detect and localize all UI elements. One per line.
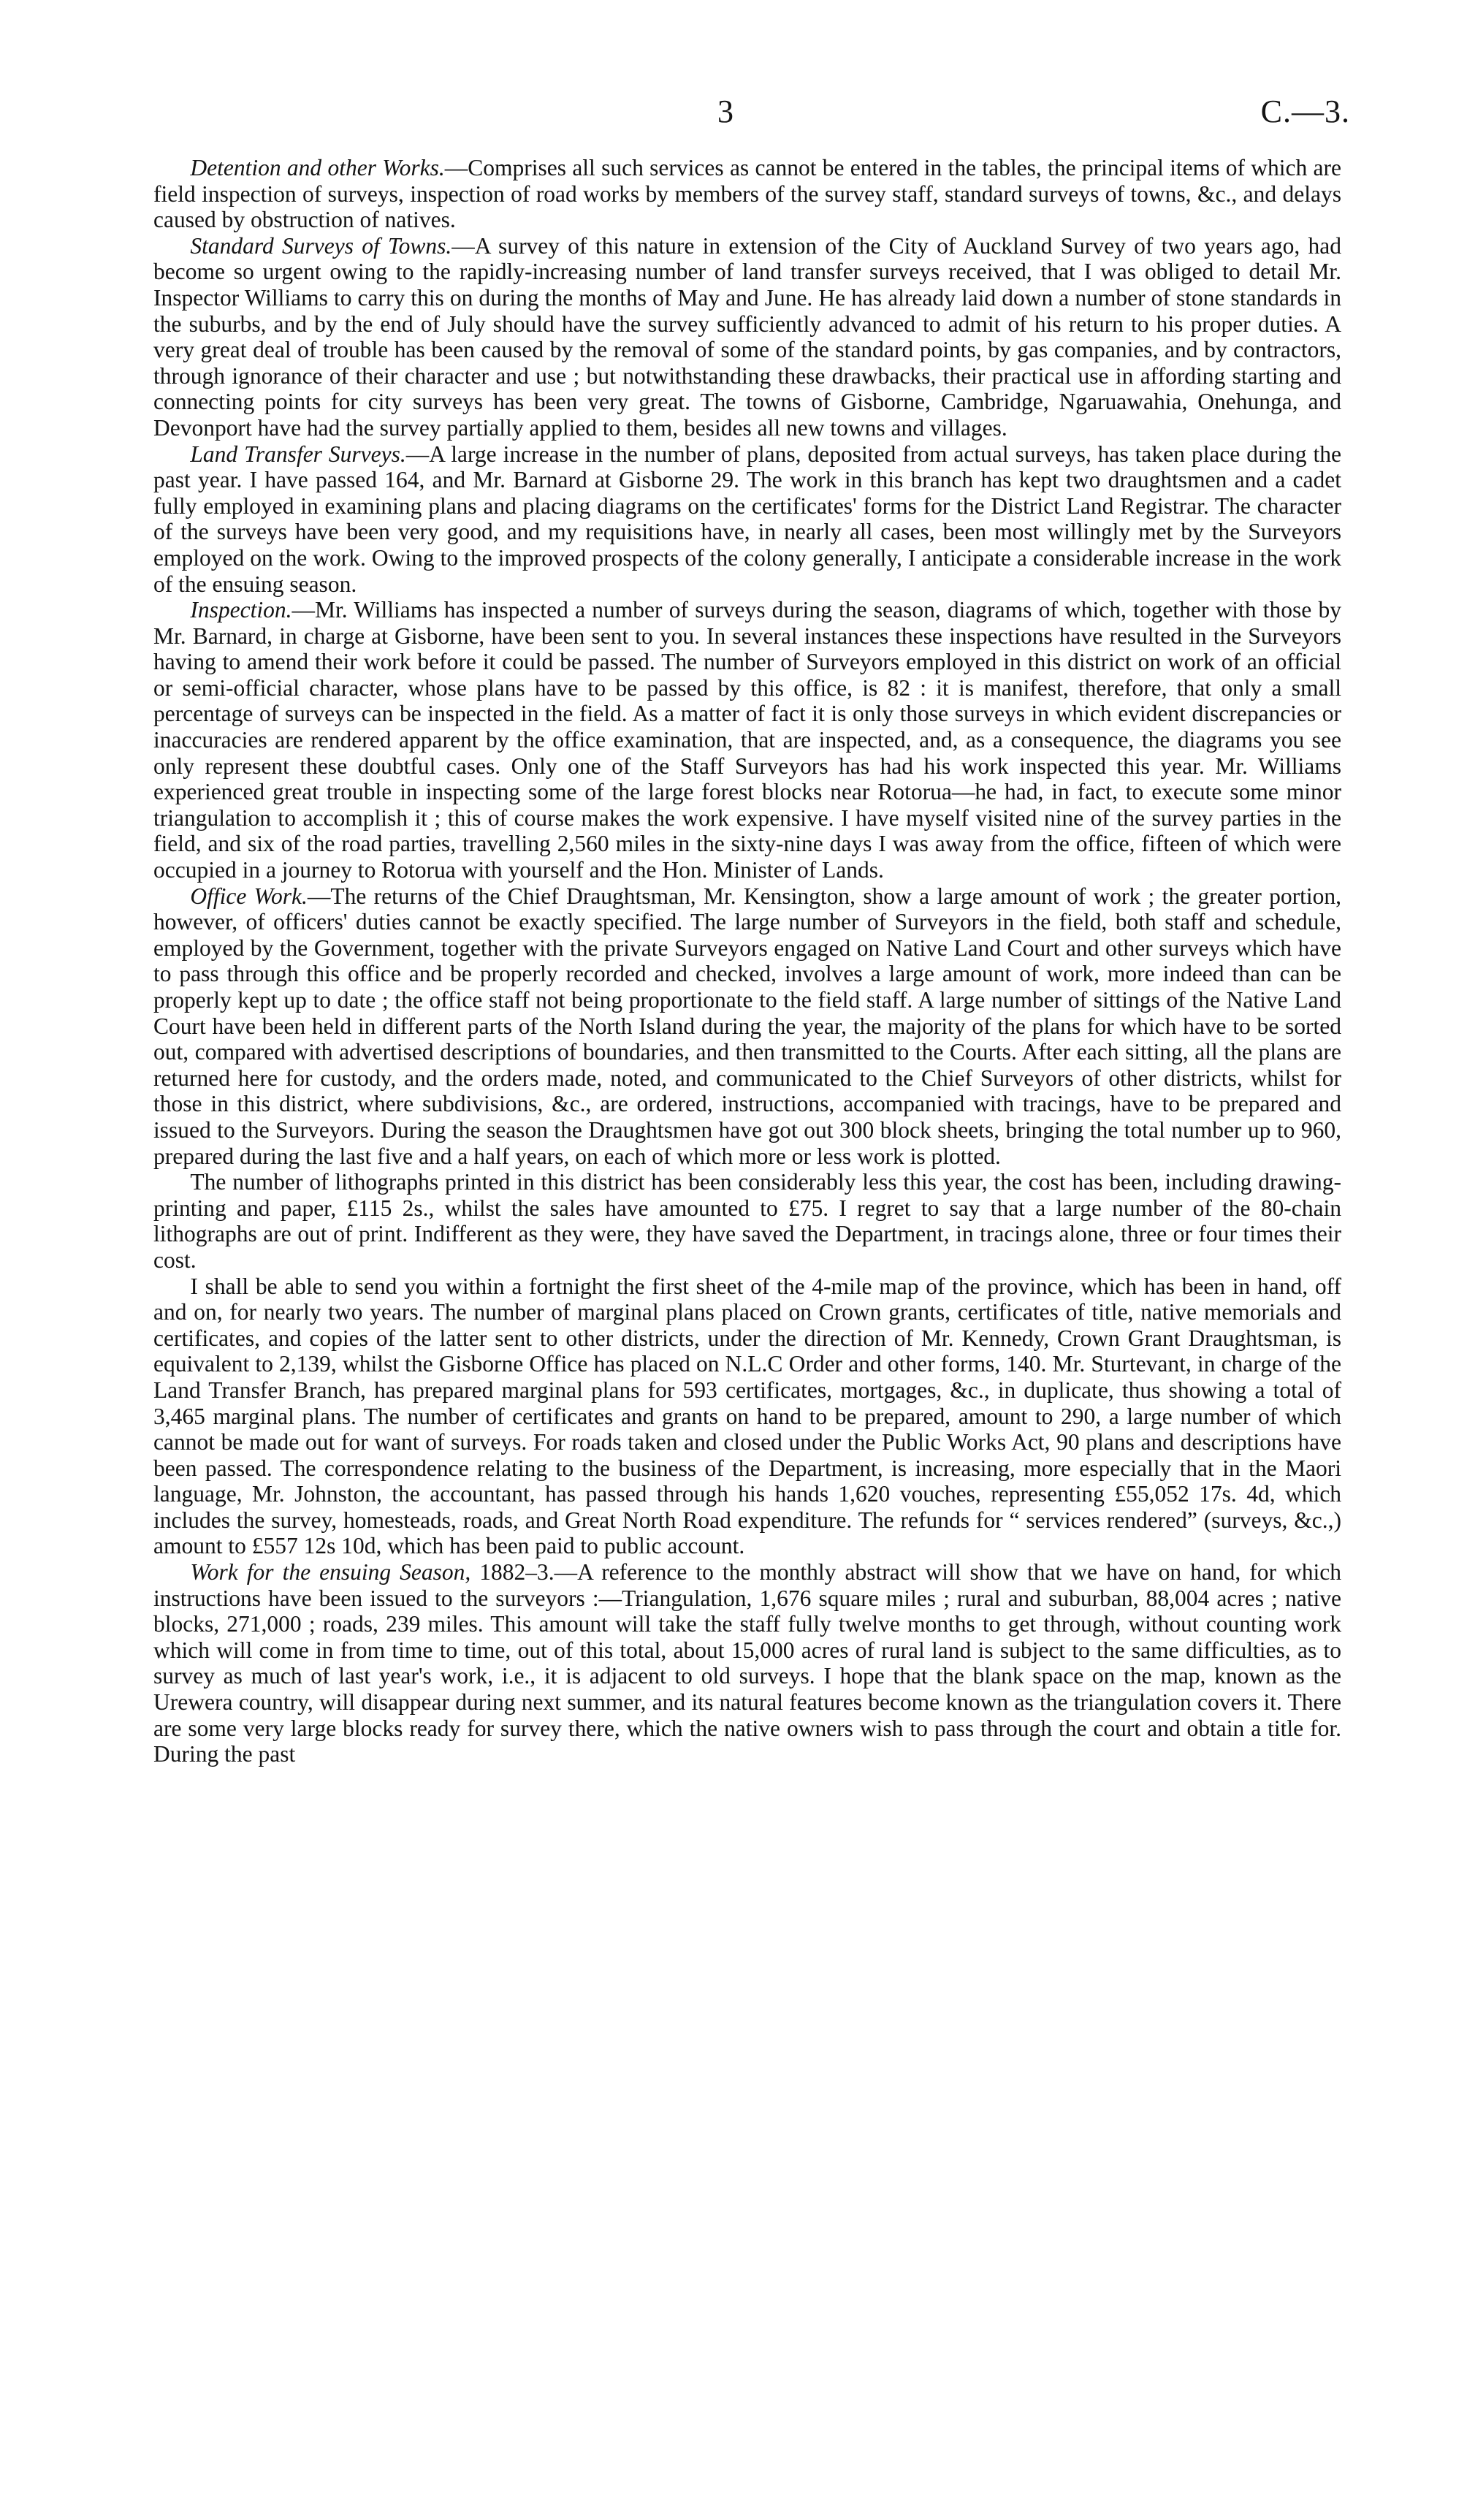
page-number: 3 [717,94,734,129]
paragraph-text: I shall be able to send you within a fortnight the first sheet of the 4-mile map of the province, which has been in hand, off and on, for nearly two years. The number of marginal plans placed on Crown grants, certificates of title, native memorials and certificates, and copies of the latter sent to other districts, under the direction of Mr. Kennedy, Crown Grant Draughtsman, is equivalent to 2,139, whilst the Gisborne Office has placed on N.L.C Order and other forms, 140. Mr. Sturtevant, in charge of the Land Transfer Branch, has prepared marginal plans for 593 certificates, mortgages, &c., in duplicate, thus showing a total of 3,465 marginal plans. The number of certificates and grants on hand to be prepared, amount to 290, a large number of which cannot be made out for want of surveys. For roads taken and closed under the Public Works Act, 90 plans and descriptions have been passed. The correspondence relating to the business of the Department, is increasing, more especially that in the Maori language, Mr. Johnston, the accountant, has passed through his hands 1,620 vouches, representing £55,052 17s. 4d, which includes the survey, homesteads, roads, and Great North Road expenditure. The refunds for “ services rendered” (surveys, &c.,) amount to £557 12s 10d, which has been paid to public account. [153,1273,1341,1559]
paragraph-heading: Work for the ensuing Season, [190,1559,471,1586]
paragraph-text: The number of lithographs printed in this district has been considerably less this year, the cost has been, including drawing-printing and paper, £115 2s., whilst the sales have amounted to £75. I regret to say that a large number of the 80-chain lithographs are out of print. Indifferent as they were, they have saved the Department, in tracings alone, three or four times their cost. [153,1169,1341,1273]
paragraph-text: —The returns of the Chief Draughtsman, Mr. Kensington, show a large amount of work ; the greater portion, however, of officers' duties cannot be exactly specified. The large number of Surveyors in the field, both staff and schedule, employed by the Government, together with the private Surveyors engaged on Native Land Court and other surveys which have to pass through this office and be properly recorded and checked, involves a large amount of work, more indeed than can be properly kept up to date ; the office staff not being proportionate to the field staff. A large number of sittings of the Native Land Court have been held in different parts of the North Island during the year, the majority of the plans for which have to be sorted out, compared with advertised descriptions of boundaries, and then transmitted to the Courts. After each sitting, all the plans are returned here for custody, and the orders made, noted, and communicated to the Chief Surveyors of other districts, whilst for those in this district, where subdivisions, &c., are ordered, instructions, accompanied with tracings, have to be prepared and issued to the Surveyors. During the season the Draughtsmen have got out 300 block sheets, bringing the total number up to 960, prepared during the last five and a half years, on each of which more or less work is plotted. [153,883,1341,1169]
paragraph-text: —A survey of this nature in extension of the City of Auckland Survey of two years ago, had become so urgent owing to the rapidly-increasing number of land transfer surveys received, that I was obliged to detail Mr. Inspector Williams to carry this on during the months of May and June. He has already laid down a number of stone standards in the suburbs, and by the end of July should have the survey sufficiently advanced to admit of his return to his proper duties. A very great deal of trouble has been caused by the removal of some of the standard points, by gas companies, and by contractors, through ignorance of their character and use ; but notwithstanding these drawbacks, their practical use in affording starting and connecting points for city surveys has been very great. The towns of Gisborne, Cambridge, Ngaruawahia, Onehunga, and Devonport have had the survey partially applied to them, besides all new towns and villages. [153,232,1341,441]
document-code: C.—3. [1260,94,1350,129]
paragraph-marginal-plans [153,1274,1341,1560]
paragraph-text: —A large increase in the number of plans, deposited from actual surveys, has taken place during the past year. I have passed 164, and Mr. Barnard at Gisborne 29. The work in this branch has kept two draughtsmen and a cadet fully employed in examining plans and placing diagrams on the certificates' forms for the District Land Registrar. The character of the surveys have been very good, and my requisitions have, in nearly all cases, been most willingly met by the Surveyors employed on the work. Owing to the improved prospects of the colony generally, I anticipate a considerable increase in the work of the ensuing season. [153,441,1341,597]
paragraph-text: —Mr. Williams has inspected a number of surveys during the season, diagrams of which, together with those by Mr. Barnard, in charge at Gisborne, have been sent to you. In several instances these inspections have resulted in the Surveyors having to amend their work before it could be passed. The number of Surveyors employed in this district on work of an official or semi-official character, whose plans have to be passed by this office, is 82 : it is manifest, therefore, that only a small percentage of surveys can be inspected in the field. As a matter of fact it is only those surveys in which evident discrepancies or inaccuracies are rendered apparent by the office examination, that are inspected, and, as a consequence, the diagrams you see only represent these doubtful cases. Only one of the Staff Surveyors has had his work inspected this year. Mr. Williams experienced great trouble in inspecting some of the large forest blocks near Rotorua—he had, in fact, to execute some minor triangulation to accomplish it ; this of course makes the work expensive. I have myself visited nine of the survey parties in the field, and six of the road parties, travelling 2,560 miles in the sixty-nine days I was away from the office, fifteen of which were occupied in a journey to Rotorua with yourself and the Hon. Minister of Lands. [153,597,1341,883]
paragraph-heading: Office Work. [190,883,308,909]
paragraph-lithographs [153,1169,1341,1273]
paragraph-detention-works [153,155,1341,233]
paragraph-ensuing-season [153,1559,1341,1767]
paragraph-office-work [153,883,1341,1170]
report-body [153,155,1341,1767]
paragraph-heading: Detention and other Works. [190,155,445,180]
paragraph-heading: Inspection. [190,597,292,623]
page-header [0,86,1467,137]
paragraph-land-transfer [153,441,1341,598]
paragraph-heading: Standard Surveys of Towns. [190,232,452,259]
paragraph-heading: Land Transfer Surveys. [190,441,406,467]
paragraph-text: 1882–3.—A reference to the monthly abstract will show that we have on hand, for which instructions have been issued to the surveyors :—Triangulation, 1,676 square miles ; rural and suburban, 88,004 acres ; native blocks, 271,000 ; roads, 239 miles. This amount will take the staff fully twelve months to get through, without counting work which will come in from time to time, out of this total, about 15,000 acres of rural land is subject to the same difficulties, as to survey as much of last year's work, i.e., it is adjacent to old surveys. I hope that the blank space on the map, known as the Urewera country, will disappear during next summer, and its natural features become known as the triangulation covers it. There are some very large blocks ready for survey there, which the native owners wish to pass through the court and obtain a title for. During the past [153,1559,1342,1767]
paragraph-text: —Comprises all such services as cannot be entered in the tables, the principal items of which are field inspection of surveys, inspection of road works by members of the survey staff, standard surveys of towns, &c., and delays caused by obstruction of natives. [153,155,1341,233]
paragraph-standard-surveys [153,233,1341,441]
paragraph-inspection [153,597,1341,883]
